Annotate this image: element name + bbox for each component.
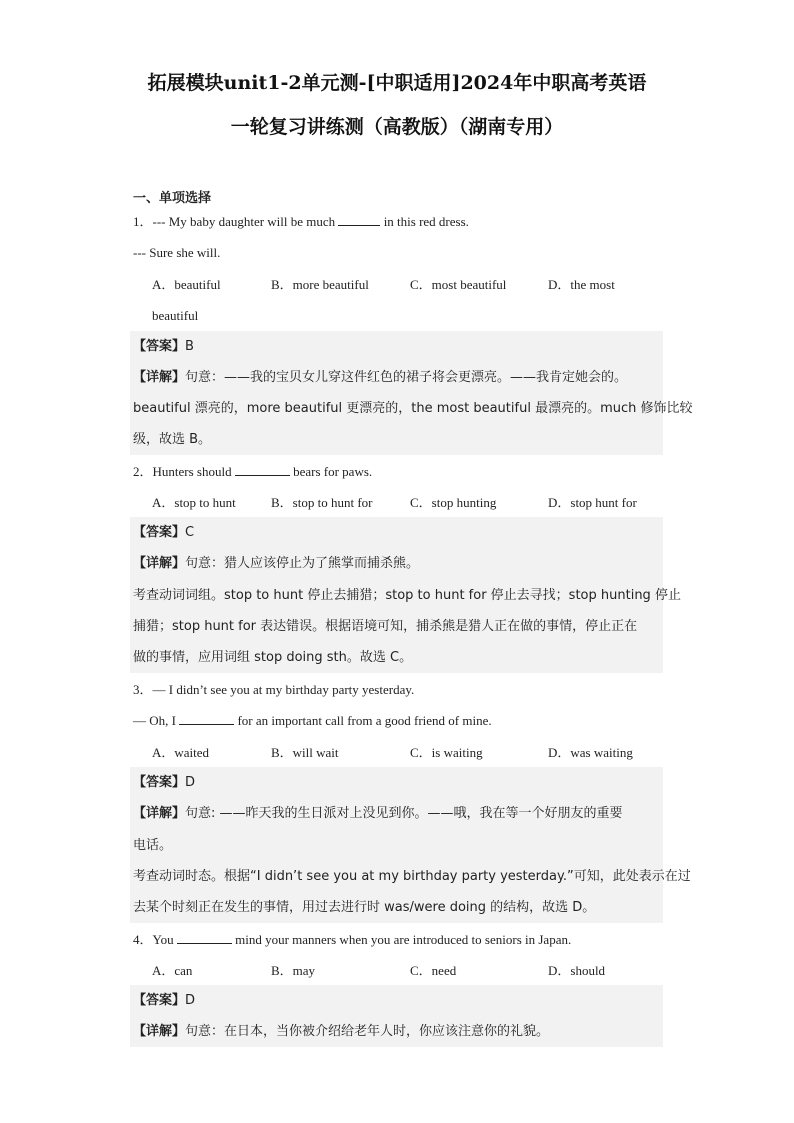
q1-detail-line-3: 级，故选 B。 — [133, 432, 212, 447]
q2-answer: 【答案】C — [133, 525, 195, 540]
q2-option-a: A．stop to hunt — [152, 495, 236, 510]
q2-answer-box — [130, 517, 681, 673]
q3-detail-line-1: 【详解】句意: ——昨天我的生日派对上没见到你。——哦，我在等一个好朋友的重要 — [133, 806, 623, 821]
q2-detail-line-2: 考查动词词组。stop to hunt 停止去捕猎；stop to hunt for 停止去寻找；stop hunting 停止 — [133, 588, 681, 603]
q1-detail-line-2: beautiful 漂亮的，more beautiful 更漂亮的，the most beautiful 最漂亮的。much 修饰比较 — [133, 401, 693, 416]
question-3-stem: 3．— I didn’t see you at my birthday party yesterday. — [133, 682, 415, 697]
section-heading: 一、单项选择 — [133, 191, 212, 206]
q3-detail-line-3: 考查动词时态。根据“I didn’t see you at my birthday party yesterday.”可知，此处表示在过 — [133, 869, 691, 884]
q3-detail-line-4: 去某个时刻正在发生的事情，用过去进行时 was/were doing 的结构，故选 D。 — [133, 900, 596, 915]
q2-detail-line-4: 做的事情，应用词组 stop doing sth。故选 C。 — [133, 650, 413, 665]
q4-option-d: D．should — [548, 963, 606, 978]
q4-answer-box — [130, 985, 663, 1047]
q1-option-d: D．the most — [548, 277, 615, 292]
q3-option-b: B．will wait — [271, 745, 339, 760]
document-title-line-2: 一轮复习讲练测（高教版）（湖南专用） — [230, 116, 564, 138]
q3-answer-box — [130, 767, 691, 923]
q2-option-b: B．stop to hunt for — [271, 495, 373, 510]
answer-blank — [235, 463, 290, 476]
question-1-reply: --- Sure she will. — [133, 245, 221, 260]
question-3-reply: — Oh, I for an important call from a good friend of mine. — [133, 713, 492, 728]
q3-option-a: A．waited — [152, 745, 210, 760]
q4-option-b: B．may — [271, 963, 316, 978]
q3-answer: 【答案】D — [133, 775, 196, 790]
q2-detail-line-1: 【详解】句意：猎人应该停止为了熊掌而捕杀熊。 — [133, 556, 420, 571]
q4-option-a: A．can — [152, 963, 193, 978]
q3-option-d: D．was waiting — [548, 745, 633, 760]
q3-detail-line-2: 电话。 — [133, 838, 173, 853]
q1-option-b: B．more beautiful — [271, 277, 369, 292]
q1-option-c: C．most beautiful — [410, 277, 507, 292]
q3-option-c: C．is waiting — [410, 745, 483, 760]
q1-answer-box — [130, 331, 693, 455]
question-1-stem: 1．--- My baby daughter will be much in this red dress. — [133, 214, 469, 229]
answer-blank — [338, 213, 380, 226]
question-4-stem: 4．You mind your manners when you are introduced to seniors in Japan. — [133, 932, 572, 947]
q4-detail-line-1: 【详解】句意：在日本，当你被介绍给老年人时，你应该注意你的礼貌。 — [133, 1024, 550, 1039]
q1-detail-line-1: 【详解】句意：——我的宝贝女儿穿这件红色的裙子将会更漂亮。——我肯定她会的。 — [133, 370, 628, 385]
document-title-line-1: 拓展模块unit1-2单元测-[中职适用]2024年中职高考英语 — [147, 72, 647, 94]
answer-blank — [177, 931, 232, 944]
q1-option-d-wrap: beautiful — [152, 308, 199, 323]
q2-option-c: C．stop hunting — [410, 495, 497, 510]
q1-option-a: A．beautiful — [152, 277, 221, 292]
answer-blank — [179, 712, 234, 725]
q2-option-d: D．stop hunt for — [548, 495, 637, 510]
q4-option-c: C．need — [410, 963, 457, 978]
question-2-stem: 2．Hunters should bears for paws. — [133, 464, 373, 479]
q1-answer: 【答案】B — [133, 339, 194, 354]
q4-answer: 【答案】D — [133, 993, 196, 1008]
q2-detail-line-3: 捕猎；stop hunt for 表达错误。根据语境可知，捕杀熊是猎人正在做的事情，停止正在 — [133, 619, 638, 634]
